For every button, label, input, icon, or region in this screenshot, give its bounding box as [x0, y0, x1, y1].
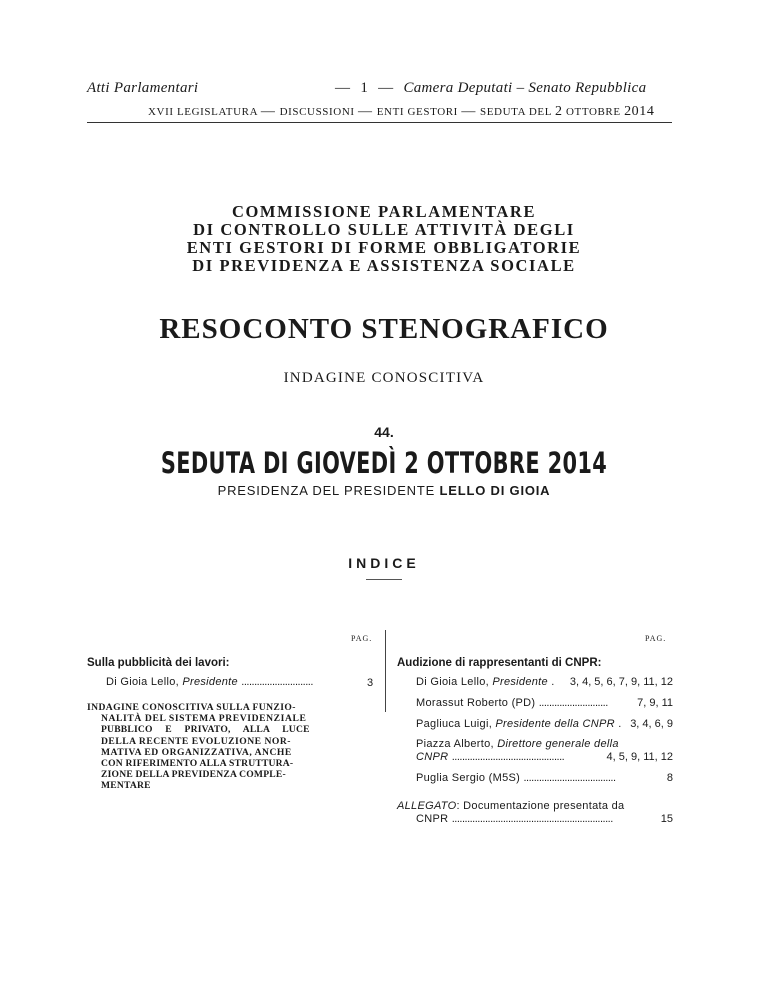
president-name: LELLO DI GIOIA	[439, 483, 551, 498]
right-entry-pages: 3, 4, 6, 9	[630, 718, 673, 730]
seduta-label: SEDUTA DEL	[480, 106, 552, 118]
entry-name: Di Gioia Lello,	[416, 676, 489, 688]
inquiry-label: INDAGINE CONOSCITIVA	[283, 370, 485, 386]
entry-role: Direttore generale della	[497, 738, 619, 750]
entry-dots: ...........................	[538, 697, 608, 709]
right-entry-pages: 7, 9, 11	[637, 697, 673, 709]
inquiry-heading-line: ZIONE DELLA PREVIDENZA COMPLE-	[101, 769, 286, 781]
entry-name: Puglia Sergio (M5S)	[416, 772, 521, 784]
presidency-prefix: PRESIDENZA DEL PRESIDENTE	[217, 483, 436, 498]
entry-role: Presidente	[182, 676, 238, 688]
commission-line: ENTI GESTORI DI FORME OBBLIGATORIE	[186, 238, 582, 257]
pag-label-left: PAG.	[351, 634, 373, 643]
header-left: Atti Parlamentari	[87, 80, 199, 96]
inquiry-heading-line: MATIVA ED ORGANIZZATIVA, ANCHE	[101, 746, 292, 758]
index-underline	[366, 579, 402, 580]
entry-dots: .	[618, 718, 622, 730]
right-section-heading: Audizione di rappresentanti di CNPR:	[397, 657, 602, 669]
entry-role: CNPR	[416, 751, 449, 763]
date-day: 2	[555, 104, 563, 119]
right-entry-pages: 4, 5, 9, 11, 12	[606, 751, 673, 763]
session-number: 44.	[374, 424, 394, 440]
header-rule	[87, 122, 672, 123]
inquiry-heading	[87, 702, 353, 792]
entry-dots: ....................................	[523, 772, 616, 784]
entry-dots: .	[551, 676, 555, 688]
entry-name: Di Gioia Lello,	[106, 676, 179, 688]
inquiry-heading-line: PUBBLICO E PRIVATO, ALLA LUCE	[101, 724, 310, 736]
report-title: RESOCONTO STENOGRAFICO	[159, 313, 609, 345]
inquiry-heading-line: DELLA RECENTE EVOLUZIONE NOR-	[101, 735, 291, 747]
entry-role: Presidente	[492, 676, 548, 688]
left-entry	[106, 676, 356, 688]
enti-gestori: ENTI GESTORI	[376, 106, 458, 118]
header-chambers: Camera Deputati – Senato Repubblica	[403, 80, 647, 96]
inquiry-heading-line: NALITÀ DEL SISTEMA PREVIDENZIALE	[101, 713, 307, 725]
allegato-label: ALLEGATO	[397, 800, 457, 812]
allegato-subject: CNPR	[416, 813, 449, 825]
date-year: 2014	[624, 104, 655, 119]
entry-name: Morassut Roberto (PD)	[416, 697, 536, 709]
index-title: INDICE	[348, 555, 420, 571]
entry-dots: ...............................................................	[451, 813, 613, 825]
commission-line: DI PREVIDENZA E ASSISTENZA SOCIALE	[192, 256, 576, 275]
right-entry-pages: 8	[666, 772, 673, 784]
legislature-line: XVII LEGISLATURA — DISCUSSIONI — ENTI GESTORI — SEDUTA DEL 2 OTTOBRE 2014	[148, 104, 655, 119]
entry-dots: ............................................	[451, 751, 565, 763]
inquiry-heading-line: CON RIFERIMENTO ALLA STRUTTURA-	[101, 758, 294, 770]
session-date-title: SEDUTA DI GIOVEDÌ 2 OTTOBRE 2014	[160, 446, 608, 480]
commission-line: COMMISSIONE PARLAMENTARE	[231, 202, 537, 221]
entry-name: Piazza Alberto,	[416, 738, 494, 750]
entry-role: Presidente della CNPR	[495, 718, 615, 730]
left-section-heading: Sulla pubblicità dei lavori:	[87, 657, 230, 669]
inquiry-heading-line: INDAGINE CONOSCITIVA SULLA FUNZIO-	[87, 702, 296, 713]
page-number: 1	[360, 80, 369, 96]
pag-label-right: PAG.	[645, 634, 667, 643]
allegato-text: : Documentazione presentata da	[456, 800, 625, 812]
discussions: DISCUSSIONI	[279, 106, 355, 118]
entry-name: Pagliuca Luigi,	[416, 718, 493, 730]
date-month: OTTOBRE	[565, 106, 621, 118]
right-entry-pages: 3, 4, 5, 6, 7, 9, 11, 12	[569, 676, 673, 688]
left-entry-page: 3	[367, 677, 374, 689]
commission-line: DI CONTROLLO SULLE ATTIVITÀ DEGLI	[193, 220, 575, 239]
entry-dots: ............................	[241, 676, 313, 688]
inquiry-heading-line: MENTARE	[101, 780, 151, 792]
commission-title	[0, 203, 768, 275]
legislature: XVII LEGISLATURA	[148, 106, 258, 118]
allegato-page: 15	[660, 813, 673, 825]
header-right: — 1 — Camera Deputati – Senato Repubblica	[335, 80, 647, 96]
column-divider	[385, 630, 386, 712]
presidency-line	[0, 483, 768, 498]
